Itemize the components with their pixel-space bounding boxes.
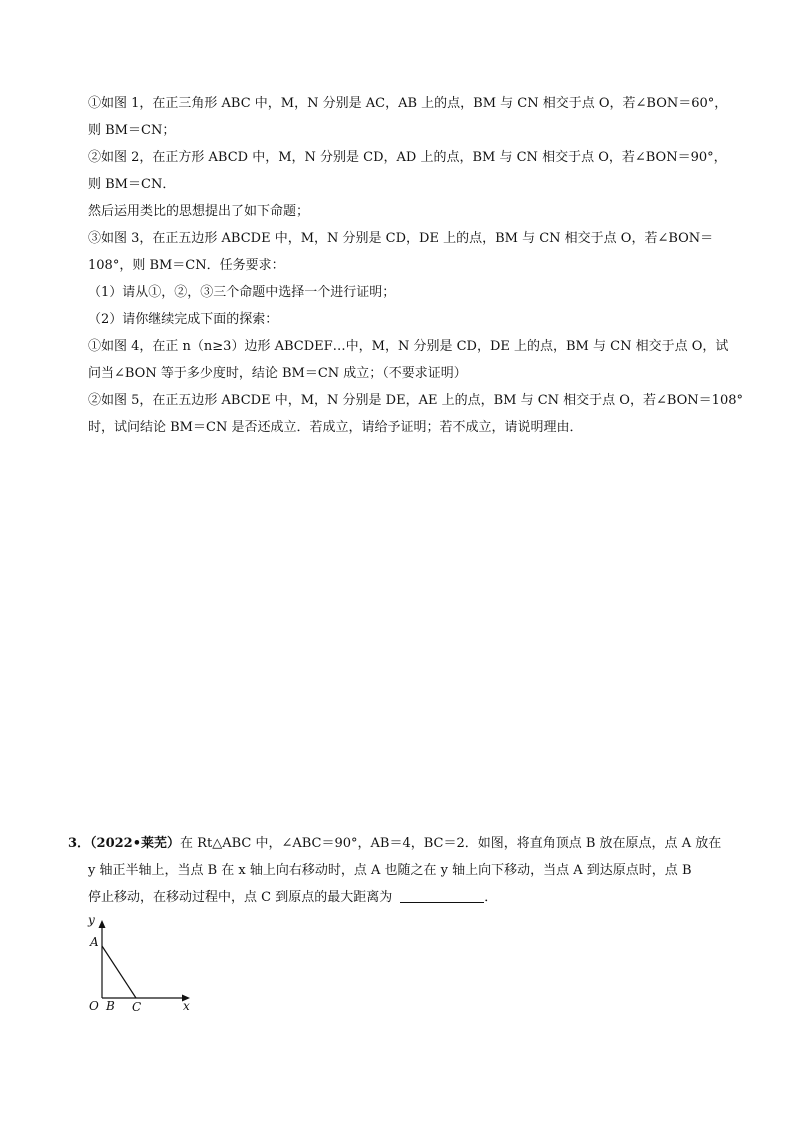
p2-line-8: （1）请从①，②，③三个命题中选择一个进行证明； [88, 285, 396, 300]
label-c: C [132, 1000, 142, 1014]
p2-line-1: ①如图 1，在正三角形 ABC 中，M，N 分别是 AC，AB 上的点，BM 与 CN 相交于点 O，若∠BON＝60°， [88, 96, 728, 111]
p3-line-2: y 轴正半轴上，当点 B 在 x 轴上向右移动时，点 A 也随之在 y 轴上向下移动，当点 A 到达原点时，点 B [88, 863, 692, 878]
coordinate-figure [86, 912, 196, 1016]
p2-line-12: ②如图 5，在正五边形 ABCDE 中，M，N 分别是 DE，AE 上的点，BM 与 CN 相交于点 O，若∠BON＝108° [88, 393, 743, 408]
p3-line-1-text: 在 Rt△ABC 中，∠ABC＝90°，AB＝4，BC＝2．如图，将直角顶点 B 放在原点，点 A 放在 [180, 836, 722, 851]
label-y: y [88, 913, 95, 927]
p2-line-7: 108°，则 BM＝CN．任务要求： [88, 258, 285, 273]
label-o: O [89, 999, 99, 1013]
triangle-side-ac [102, 946, 136, 998]
y-axis-arrow [99, 920, 106, 928]
p2-line-6: ③如图 3，在正五边形 ABCDE 中，M，N 分别是 CD，DE 上的点，BM 与 CN 相交于点 O，若∠BON＝ [88, 231, 714, 246]
answer-blank [400, 888, 484, 903]
p2-line-10: ①如图 4，在正 n（n≥3）边形 ABCDEF…中，M，N 分别是 CD，DE 上的点，BM 与 CN 相交于点 O，试 [88, 339, 729, 354]
p2-line-5: 然后运用类比的思想提出了如下命题； [88, 204, 310, 219]
problem-source: （2022•莱芜） [90, 836, 181, 851]
p3-line-3-text: 停止移动，在移动过程中，点 C 到原点的最大距离为 [88, 890, 393, 905]
label-b: B [106, 999, 115, 1013]
p2-line-2: 则 BM＝CN； [88, 123, 176, 138]
p3-line-3-end: ． [484, 890, 498, 905]
label-x: x [183, 999, 190, 1013]
p3-line-1 [68, 832, 728, 855]
p3-line-3 [88, 886, 728, 909]
p2-line-4: 则 BM＝CN． [88, 177, 176, 192]
p2-line-11: 问当∠BON 等于多少度时，结论 BM＝CN 成立；（不要求证明） [88, 366, 467, 381]
problem-number: 3． [68, 836, 91, 851]
p2-line-9: （2）请你继续完成下面的探索： [88, 312, 279, 327]
p2-line-13: 时，试问结论 BM＝CN 是否还成立．若成立，请给予证明；若不成立，请说明理由． [88, 420, 583, 435]
label-a: A [90, 935, 99, 949]
p2-line-3: ②如图 2，在正方形 ABCD 中，M，N 分别是 CD，AD 上的点，BM 与 CN 相交于点 O，若∠BON＝90°， [88, 150, 727, 165]
